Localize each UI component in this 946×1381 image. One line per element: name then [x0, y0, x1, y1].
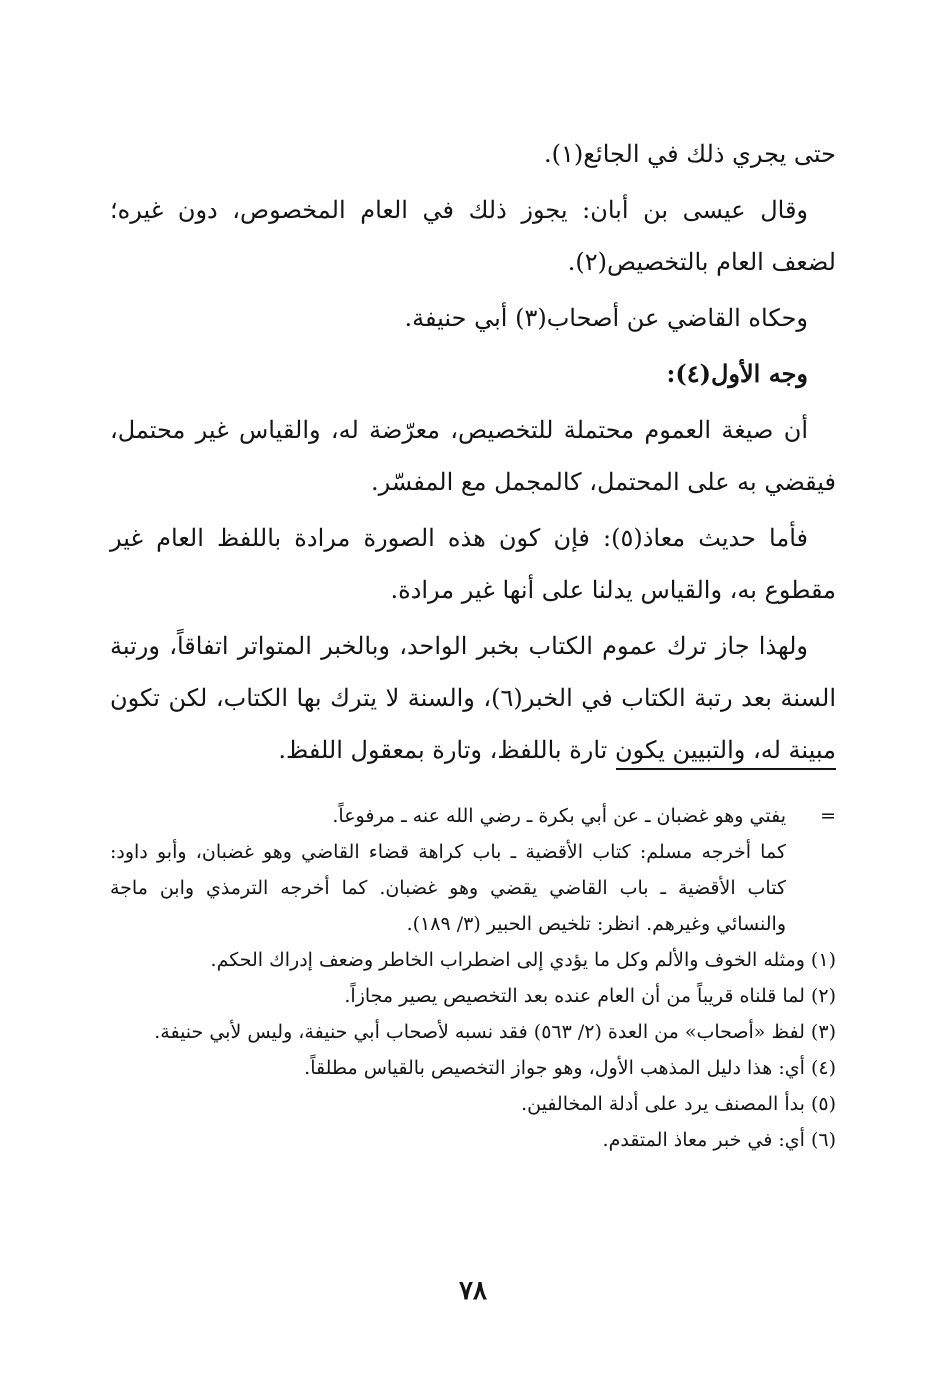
paragraph-5: أن صيغة العموم محتملة للتخصيص، معرّضة له، والقياس غير محتمل، فيقضي به على المحتمل، كالمجمل مع المفسّر.: [110, 416, 836, 496]
paragraph-1: حتى يجري ذلك في الجائع(١).: [544, 140, 836, 168]
page-number: ٧٨: [459, 1276, 487, 1306]
section-heading: وجه الأول(٤):: [666, 359, 808, 388]
main-text: [110, 128, 836, 780]
footnote-5: (٥) بدأ المصنف يرد على أدلة المخالفين.: [521, 1093, 836, 1115]
book-page: [110, 0, 836, 1381]
paragraph-6: فأما حديث معاذ(٥): فإن كون هذه الصورة مرادة باللفظ العام غير مقطوع به، والقياس يدلنا على أنها غير مرادة.: [110, 524, 836, 604]
footnote-separator: [616, 768, 836, 770]
continuation-line-1: يفتي وهو غضبان ـ عن أبي بكرة ـ رضي الله عنه ـ مرفوعاً.: [332, 805, 786, 827]
footnote-2: (٢) لما قلناه قريباً من أن العام عنده بعد التخصيص يصير مجازاً.: [344, 985, 836, 1007]
footnote-continuation-body: [110, 834, 836, 942]
continuation-mark: =: [820, 805, 836, 827]
paragraph-3: وحكاه القاضي عن أصحاب(٣) أبي حنيفة.: [404, 304, 808, 332]
paragraph-7: ولهذا جاز ترك عموم الكتاب بخبر الواحد، وبالخبر المتواتر اتفاقاً، ورتبة السنة بعد رتبة الكتاب في الخبر(٦)، والسنة لا يترك بها الكتاب، لكن تكون مبينة له، والتبيين يكون تارة باللفظ، وتارة بمعقول اللفظ.: [110, 632, 836, 764]
footnote-1: (١) ومثله الخوف والألم وكل ما يؤدي إلى اضطراب الخاطر وضعف إدراك الحكم.: [210, 949, 836, 971]
footnote-6: (٦) أي: في خبر معاذ المتقدم.: [602, 1129, 836, 1151]
footnote-3: (٣) لفظ «أصحاب» من العدة (٢/ ٥٦٣) فقد نسبه لأصحاب أبي حنيفة، وليس لأبي حنيفة.: [154, 1021, 836, 1043]
footnote-4: (٤) أي: هذا دليل المذهب الأول، وهو جواز التخصيص بالقياس مطلقاً.: [304, 1057, 836, 1079]
continuation-line-2: كما أخرجه مسلم: كتاب الأقضية ـ باب كراهة قضاء القاضي وهو غضبان، وأبو داود: كتاب الأقضية ـ باب القاضي يقضي وهو غضبان. كما أخرجه الترمذي وابن ماجة والنسائي وغيرهم. انظر: تلخيص الحبير (٣/ ١٨٩).: [110, 841, 786, 935]
footnotes: [110, 798, 836, 1158]
footnote-continuation: [110, 798, 836, 834]
paragraph-2: وقال عيسى بن أبان: يجوز ذلك في العام المخصوص، دون غيره؛ لضعف العام بالتخصيص(٢).: [110, 196, 836, 276]
